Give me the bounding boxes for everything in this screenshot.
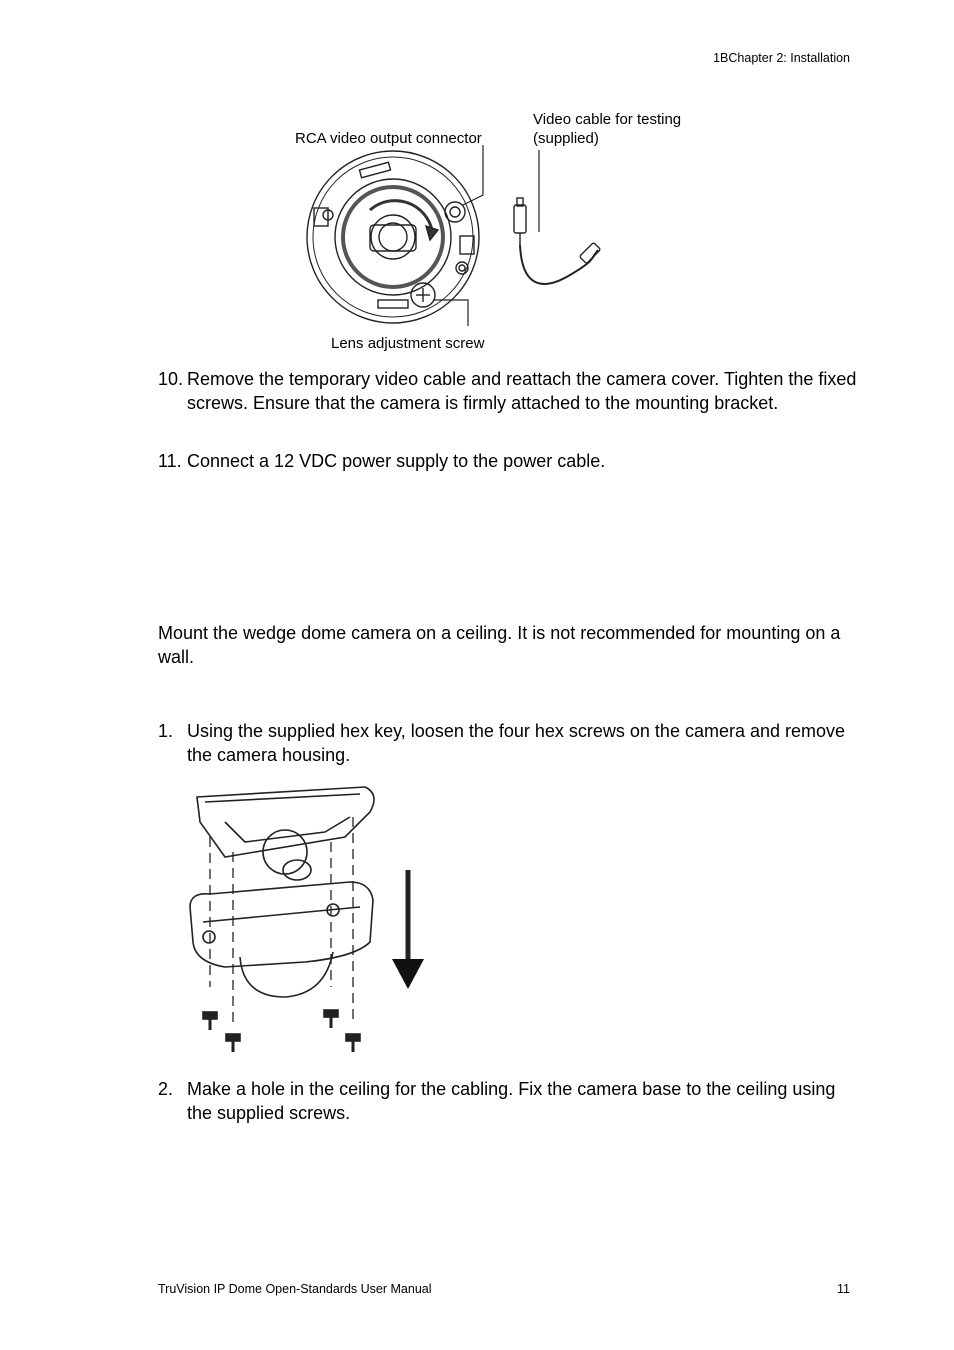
step-number: 2. [158,1079,174,1099]
footer-manual-title: TruVision IP Dome Open-Standards User Manual [158,1282,432,1296]
step-2-text: Make a hole in the ceiling for the cabling. Fix the camera base to the ceiling using the supplied screws. [187,1079,836,1123]
test-cable-icon [520,245,598,284]
rca-connector-icon [445,202,465,222]
step-text [158,367,858,415]
step-1 [158,719,858,767]
step-2 [158,1077,858,1125]
base-outer-ring [307,151,479,323]
step-10 [158,367,858,415]
step-number: 1. [158,721,174,741]
step-11-text: Connect a 12 VDC power supply to the power cable. [187,451,606,471]
step-10-text: Remove the temporary video cable and reattach the camera cover. Tighten the fixed screws. Ensure that the camera is firmly attached to the mounting bracket. [187,369,857,413]
dome-base-diagram [300,150,620,335]
inner-ring [335,179,451,295]
page-number: 11 [837,1282,850,1296]
test-cable-plug-icon [514,205,526,233]
label-rca-connector: RCA video output connector [295,130,482,147]
lens-icon [371,215,415,259]
dome-cover-icon [240,952,333,997]
label-video-cable-line2: (supplied) [533,130,599,147]
step-1-text: Using the supplied hex key, loosen the four hex screws on the camera and remove the camera housing. [187,721,846,765]
label-video-cable-line1: Video cable for testing [533,111,682,128]
step-11 [158,449,858,473]
wedge-dome-exploded-diagram [185,782,445,1057]
hex-screw-icon [203,1012,217,1030]
intro-paragraph: Mount the wedge dome camera on a ceiling. It is not recommended for mounting on a wall. [158,623,841,667]
step-number: 10. [158,369,184,389]
step-number: 11. [158,451,182,471]
running-header: 1BChapter 2: Installation [713,51,850,65]
label-lens-adjustment: Lens adjustment screw [331,335,485,352]
camera-housing-icon [190,882,373,967]
